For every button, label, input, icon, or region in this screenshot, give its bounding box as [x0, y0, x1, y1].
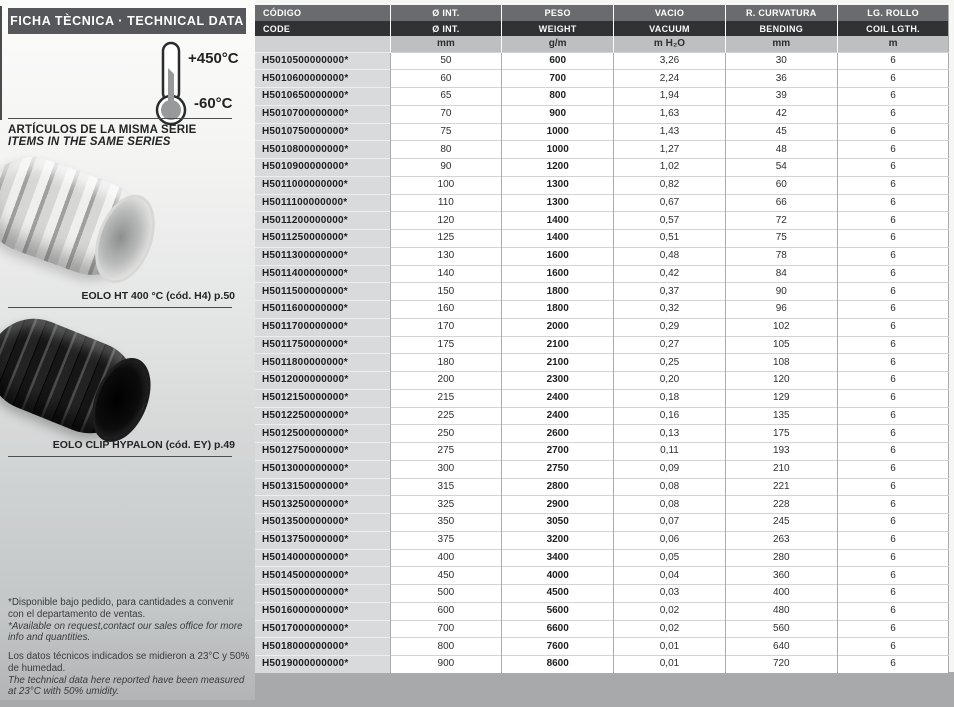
diameter-cell: 170 [390, 318, 502, 336]
table-row [255, 460, 949, 478]
coil-cell: 6 [837, 460, 949, 478]
diameter-cell: 130 [390, 247, 502, 265]
weight-cell: 1600 [502, 247, 614, 265]
coil-cell: 6 [837, 247, 949, 265]
table-row [255, 514, 949, 532]
hose-opening [81, 349, 162, 450]
bending-cell: 60 [725, 176, 837, 194]
header-peso: PESO [502, 5, 614, 21]
technical-data-table [255, 5, 949, 674]
weight-cell: 4500 [502, 585, 614, 603]
code-cell: H5018000000000* [255, 638, 390, 656]
bending-cell: 48 [725, 141, 837, 159]
code-cell: H5011600000000* [255, 301, 390, 319]
diameter-cell: 250 [390, 425, 502, 443]
diameter-cell: 215 [390, 389, 502, 407]
eolo-clip-hypalon-hose-photo [0, 305, 150, 447]
table-row [255, 283, 949, 301]
footnote-availability-en: *Available on request,contact our sales office for more info and quantities. [8, 620, 243, 644]
weight-cell: 2900 [502, 496, 614, 514]
weight-cell: 1400 [502, 230, 614, 248]
bending-cell: 90 [725, 283, 837, 301]
table-row [255, 230, 949, 248]
weight-cell: 1800 [502, 283, 614, 301]
table-row [255, 531, 949, 549]
diameter-cell: 175 [390, 336, 502, 354]
weight-cell: 900 [502, 105, 614, 123]
diameter-cell: 500 [390, 585, 502, 603]
coil-cell: 6 [837, 354, 949, 372]
weight-cell: 1200 [502, 159, 614, 177]
weight-cell: 3400 [502, 549, 614, 567]
table-row [255, 247, 949, 265]
coil-cell: 6 [837, 549, 949, 567]
coil-cell: 6 [837, 372, 949, 390]
header-vacio: VACIO [614, 5, 726, 21]
coil-cell: 6 [837, 496, 949, 514]
table-row [255, 656, 949, 674]
diameter-cell: 70 [390, 105, 502, 123]
bending-cell: 228 [725, 496, 837, 514]
vacuum-cell: 0,01 [614, 638, 726, 656]
diameter-cell: 350 [390, 514, 502, 532]
weight-cell: 7600 [502, 638, 614, 656]
header-codigo: CÓDIGO [255, 5, 390, 21]
table-row [255, 105, 949, 123]
weight-cell: 1600 [502, 265, 614, 283]
coil-cell: 6 [837, 443, 949, 461]
weight-cell: 2700 [502, 443, 614, 461]
diameter-cell: 140 [390, 265, 502, 283]
code-cell: H5014000000000* [255, 549, 390, 567]
table-row [255, 194, 949, 212]
coil-cell: 6 [837, 88, 949, 106]
weight-cell: 2100 [502, 336, 614, 354]
bending-cell: 36 [725, 70, 837, 88]
table-row [255, 123, 949, 141]
bending-cell: 102 [725, 318, 837, 336]
vacuum-cell: 0,07 [614, 514, 726, 532]
bending-cell: 400 [725, 585, 837, 603]
diameter-cell: 315 [390, 478, 502, 496]
coil-cell: 6 [837, 176, 949, 194]
header-row-en [255, 21, 949, 36]
diameter-cell: 150 [390, 283, 502, 301]
table-row [255, 336, 949, 354]
coil-cell: 6 [837, 230, 949, 248]
table-row [255, 354, 949, 372]
coil-cell: 6 [837, 656, 949, 674]
bending-cell: 221 [725, 478, 837, 496]
coil-cell: 6 [837, 514, 949, 532]
weight-cell: 2100 [502, 354, 614, 372]
vacuum-cell: 0,67 [614, 194, 726, 212]
code-cell: H5011750000000* [255, 336, 390, 354]
header-row-es [255, 5, 949, 21]
bending-cell: 42 [725, 105, 837, 123]
units-row [255, 36, 949, 52]
coil-cell: 6 [837, 567, 949, 585]
bending-cell: 560 [725, 620, 837, 638]
vacuum-cell: 0,08 [614, 496, 726, 514]
bending-cell: 108 [725, 354, 837, 372]
coil-cell: 6 [837, 407, 949, 425]
table-row [255, 70, 949, 88]
header-code: CODE [255, 21, 390, 36]
diameter-cell: 275 [390, 443, 502, 461]
vacuum-cell: 1,94 [614, 88, 726, 106]
max-temperature-label: +450°C [188, 50, 239, 67]
weight-cell: 600 [502, 52, 614, 70]
weight-cell: 1800 [502, 301, 614, 319]
bending-cell: 72 [725, 212, 837, 230]
bending-cell: 480 [725, 602, 837, 620]
coil-cell: 6 [837, 70, 949, 88]
code-cell: H5013500000000* [255, 514, 390, 532]
bending-cell: 75 [725, 230, 837, 248]
vacuum-cell: 0,27 [614, 336, 726, 354]
code-cell: H5010600000000* [255, 70, 390, 88]
vacuum-cell: 0,37 [614, 283, 726, 301]
vacuum-cell: 0,42 [614, 265, 726, 283]
unit-m: m [837, 36, 949, 52]
code-cell: H5015000000000* [255, 585, 390, 603]
series-heading [8, 124, 248, 148]
vacuum-cell: 0,82 [614, 176, 726, 194]
table-row [255, 585, 949, 603]
weight-cell: 2600 [502, 425, 614, 443]
bending-cell: 210 [725, 460, 837, 478]
bending-cell: 45 [725, 123, 837, 141]
code-cell: H5011000000000* [255, 176, 390, 194]
code-cell: H5012000000000* [255, 372, 390, 390]
coil-cell: 6 [837, 194, 949, 212]
bending-cell: 84 [725, 265, 837, 283]
weight-cell: 700 [502, 70, 614, 88]
weight-cell: 3050 [502, 514, 614, 532]
code-cell: H5011400000000* [255, 265, 390, 283]
diameter-cell: 125 [390, 230, 502, 248]
coil-cell: 6 [837, 336, 949, 354]
weight-cell: 2000 [502, 318, 614, 336]
bending-cell: 360 [725, 567, 837, 585]
divider [8, 456, 232, 457]
code-cell: H5011700000000* [255, 318, 390, 336]
code-cell: H5011100000000* [255, 194, 390, 212]
bending-cell: 193 [725, 443, 837, 461]
unit-mm: mm [390, 36, 502, 52]
header-diameter: Ø INT. [390, 21, 502, 36]
weight-cell: 1000 [502, 141, 614, 159]
vacuum-cell: 0,02 [614, 620, 726, 638]
table-row [255, 52, 949, 70]
coil-cell: 6 [837, 52, 949, 70]
table-body [255, 52, 949, 673]
table-row [255, 301, 949, 319]
code-cell: H5013250000000* [255, 496, 390, 514]
footnote-conditions-en: The technical data here reported have been measured at 23°C with 50% umidity. [8, 674, 245, 698]
vacuum-cell: 0,51 [614, 230, 726, 248]
weight-cell: 8600 [502, 656, 614, 674]
table-row [255, 265, 949, 283]
code-cell: H5011200000000* [255, 212, 390, 230]
diameter-cell: 800 [390, 638, 502, 656]
diameter-cell: 225 [390, 407, 502, 425]
unit-gm: g/m [502, 36, 614, 52]
vacuum-cell: 0,02 [614, 602, 726, 620]
weight-cell: 3200 [502, 531, 614, 549]
code-cell: H5012500000000* [255, 425, 390, 443]
footnote-conditions-es: Los datos técnicos indicados se midieron a 23°C y 50% de humedad. [8, 651, 250, 674]
eolo-ht-hose-photo [0, 144, 154, 289]
weight-cell: 1000 [502, 123, 614, 141]
weight-cell: 1300 [502, 176, 614, 194]
code-cell: H5017000000000* [255, 620, 390, 638]
code-cell: H5014500000000* [255, 567, 390, 585]
bending-cell: 640 [725, 638, 837, 656]
vacuum-cell: 0,06 [614, 531, 726, 549]
bending-cell: 120 [725, 372, 837, 390]
header-weight: WEIGHT [502, 21, 614, 36]
footnotes [8, 597, 251, 698]
vacuum-cell: 1,43 [614, 123, 726, 141]
table-row [255, 425, 949, 443]
table-row [255, 407, 949, 425]
diameter-cell: 100 [390, 176, 502, 194]
diameter-cell: 160 [390, 301, 502, 319]
weight-cell: 2750 [502, 460, 614, 478]
code-cell: H5011800000000* [255, 354, 390, 372]
diameter-cell: 300 [390, 460, 502, 478]
diameter-cell: 375 [390, 531, 502, 549]
header-rollo: LG. ROLLO [837, 5, 949, 21]
code-cell: H5010500000000* [255, 52, 390, 70]
vacuum-cell: 0,11 [614, 443, 726, 461]
code-cell: H5013000000000* [255, 460, 390, 478]
diameter-cell: 120 [390, 212, 502, 230]
coil-cell: 6 [837, 620, 949, 638]
coil-cell: 6 [837, 265, 949, 283]
divider [8, 118, 232, 119]
vacuum-cell: 0,08 [614, 478, 726, 496]
code-cell: H5011300000000* [255, 247, 390, 265]
coil-cell: 6 [837, 531, 949, 549]
coil-cell: 6 [837, 123, 949, 141]
temperature-range-block [150, 40, 255, 128]
code-cell: H5016000000000* [255, 602, 390, 620]
code-cell: H5011250000000* [255, 230, 390, 248]
bending-cell: 105 [725, 336, 837, 354]
vacuum-cell: 1,27 [614, 141, 726, 159]
vacuum-cell: 0,25 [614, 354, 726, 372]
vacuum-cell: 0,18 [614, 389, 726, 407]
diameter-cell: 110 [390, 194, 502, 212]
code-cell: H5013750000000* [255, 531, 390, 549]
table-header [255, 5, 949, 52]
header-coil-length: COIL LGTH. [837, 21, 949, 36]
diameter-cell: 60 [390, 70, 502, 88]
code-cell: H5010800000000* [255, 141, 390, 159]
diameter-cell: 180 [390, 354, 502, 372]
related-item-caption: EOLO CLIP HYPALON (cód. EY) p.49 [52, 439, 235, 451]
bending-cell: 30 [725, 52, 837, 70]
vacuum-cell: 0,01 [614, 656, 726, 674]
vacuum-cell: 0,48 [614, 247, 726, 265]
table-row [255, 176, 949, 194]
min-temperature-label: -60°C [194, 95, 233, 112]
coil-cell: 6 [837, 425, 949, 443]
vacuum-cell: 0,20 [614, 372, 726, 390]
bending-cell: 175 [725, 425, 837, 443]
coil-cell: 6 [837, 301, 949, 319]
code-cell: H5012750000000* [255, 443, 390, 461]
header-curvatura: R. CURVATURA [725, 5, 837, 21]
bending-cell: 39 [725, 88, 837, 106]
weight-cell: 6600 [502, 620, 614, 638]
table-row [255, 88, 949, 106]
code-cell: H5013150000000* [255, 478, 390, 496]
coil-cell: 6 [837, 602, 949, 620]
diameter-cell: 900 [390, 656, 502, 674]
unit-mm2: mm [725, 36, 837, 52]
weight-cell: 2400 [502, 389, 614, 407]
diameter-cell: 400 [390, 549, 502, 567]
coil-cell: 6 [837, 105, 949, 123]
vacuum-cell: 0,29 [614, 318, 726, 336]
bending-cell: 280 [725, 549, 837, 567]
table-row [255, 478, 949, 496]
diameter-cell: 700 [390, 620, 502, 638]
table-row [255, 638, 949, 656]
coil-cell: 6 [837, 585, 949, 603]
vacuum-cell: 0,04 [614, 567, 726, 585]
bending-cell: 54 [725, 159, 837, 177]
coil-cell: 6 [837, 478, 949, 496]
bending-cell: 135 [725, 407, 837, 425]
bending-cell: 78 [725, 247, 837, 265]
left-panel [0, 0, 255, 700]
weight-cell: 1400 [502, 212, 614, 230]
unit-mh2o: m H₂O [614, 36, 726, 52]
code-cell: H5011500000000* [255, 283, 390, 301]
diameter-cell: 80 [390, 141, 502, 159]
diameter-cell: 50 [390, 52, 502, 70]
diameter-cell: 450 [390, 567, 502, 585]
vacuum-cell: 0,05 [614, 549, 726, 567]
coil-cell: 6 [837, 318, 949, 336]
diameter-cell: 75 [390, 123, 502, 141]
code-cell: H5010750000000* [255, 123, 390, 141]
vacuum-cell: 0,57 [614, 212, 726, 230]
divider [8, 307, 232, 308]
weight-cell: 5600 [502, 602, 614, 620]
unit-blank [255, 36, 390, 52]
code-cell: H5012150000000* [255, 389, 390, 407]
code-cell: H5012250000000* [255, 407, 390, 425]
bending-cell: 720 [725, 656, 837, 674]
coil-cell: 6 [837, 159, 949, 177]
coil-cell: 6 [837, 212, 949, 230]
bending-cell: 245 [725, 514, 837, 532]
table-row [255, 567, 949, 585]
bending-cell: 263 [725, 531, 837, 549]
coil-cell: 6 [837, 141, 949, 159]
vacuum-cell: 1,63 [614, 105, 726, 123]
vacuum-cell: 0,16 [614, 407, 726, 425]
vacuum-cell: 3,26 [614, 52, 726, 70]
diameter-cell: 200 [390, 372, 502, 390]
page-title: FICHA TÈCNICA · TECHNICAL DATA [8, 8, 246, 34]
coil-cell: 6 [837, 389, 949, 407]
vacuum-cell: 0,13 [614, 425, 726, 443]
diameter-cell: 600 [390, 602, 502, 620]
code-cell: H5010900000000* [255, 159, 390, 177]
bending-cell: 129 [725, 389, 837, 407]
header-vacuum: VACUUM [614, 21, 726, 36]
weight-cell: 1300 [502, 194, 614, 212]
hose-opening [84, 186, 166, 291]
table-row [255, 318, 949, 336]
series-heading-en: ITEMS IN THE SAME SERIES [8, 136, 171, 148]
weight-cell: 4000 [502, 567, 614, 585]
vacuum-cell: 0,32 [614, 301, 726, 319]
header-bending: BENDING [725, 21, 837, 36]
header-diametro: Ø INT. [390, 5, 502, 21]
table-row [255, 141, 949, 159]
vacuum-cell: 0,03 [614, 585, 726, 603]
code-cell: H5010650000000* [255, 88, 390, 106]
diameter-cell: 325 [390, 496, 502, 514]
weight-cell: 800 [502, 88, 614, 106]
table-row [255, 212, 949, 230]
code-cell: H5019000000000* [255, 656, 390, 674]
weight-cell: 2800 [502, 478, 614, 496]
diameter-cell: 65 [390, 88, 502, 106]
table-row [255, 389, 949, 407]
code-cell: H5010700000000* [255, 105, 390, 123]
table-row [255, 372, 949, 390]
bending-cell: 66 [725, 194, 837, 212]
weight-cell: 2300 [502, 372, 614, 390]
vacuum-cell: 2,24 [614, 70, 726, 88]
vacuum-cell: 1,02 [614, 159, 726, 177]
coil-cell: 6 [837, 283, 949, 301]
page-edge-line [0, 6, 2, 120]
vacuum-cell: 0,09 [614, 460, 726, 478]
table-row [255, 159, 949, 177]
weight-cell: 2400 [502, 407, 614, 425]
series-heading-es: ARTÍCULOS DE LA MISMA SERIE [8, 124, 197, 136]
table-row [255, 549, 949, 567]
table-row [255, 443, 949, 461]
related-item-caption: EOLO HT 400 °C (cód. H4) p.50 [81, 290, 235, 302]
table-row [255, 496, 949, 514]
table-row [255, 602, 949, 620]
bending-cell: 96 [725, 301, 837, 319]
diameter-cell: 90 [390, 159, 502, 177]
footnote-availability-es: *Disponible bajo pedido, para cantidades a convenir con el departamento de ventas. [8, 597, 235, 620]
coil-cell: 6 [837, 638, 949, 656]
table-row [255, 620, 949, 638]
